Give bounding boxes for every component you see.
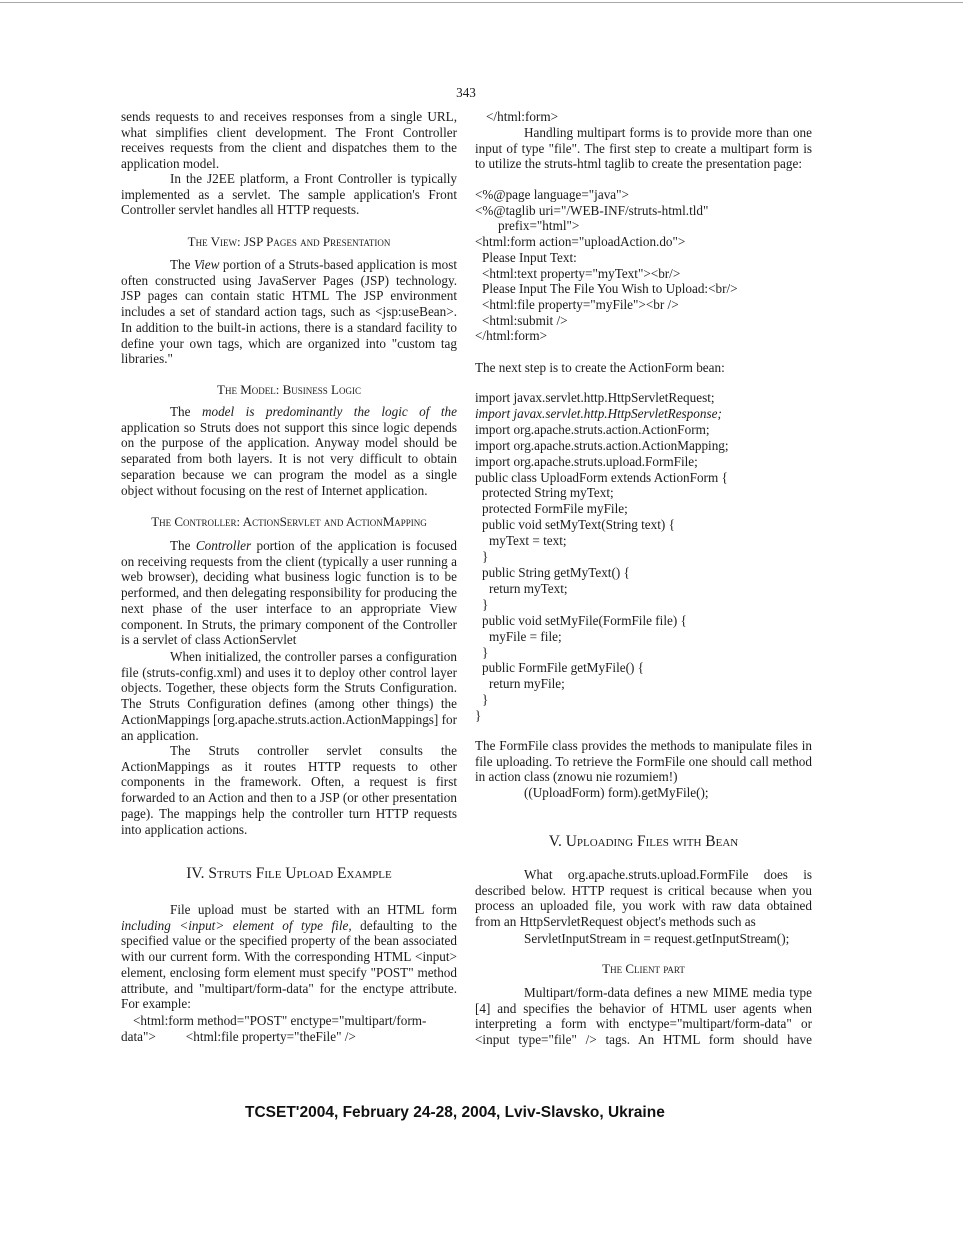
code-line: Please Input The File You Wish to Upload:<br/>: [482, 281, 738, 297]
code-line: return myText;: [489, 580, 568, 596]
paragraph-model-emphasis: model is predominantly the logic of the: [201, 404, 457, 419]
code-block-jsp-page: [475, 187, 812, 344]
paragraph-next-step: The next step is to create the ActionForm bean:: [475, 360, 725, 375]
code-line: <html:form method="POST" enctype="multipart/form-: [133, 1013, 427, 1028]
code-line: public FormFile getMyFile() {: [482, 660, 645, 676]
paragraph-view-text: portion of a Struts-based application is most often constructed using JavaServer Pages (JSP) technology. JSP pages can contain static HTML The JSP environment includes a set of standard action tags, such as <jsp:useBean>. In addition to the built-in actions, there is a standard facility to define your own tags, which are organized into "custom tag libraries.": [121, 257, 457, 367]
code-block-actionform-bean: [475, 390, 812, 724]
code-line: import org.apache.struts.upload.FormFile;: [475, 453, 698, 469]
paragraph-controller-text: portion of the application is focused on receiving requests from the client (typically a user running a web browser), deciding what business logic function is to be performed, and then delegating responsibility for producing the next phase of the user interface to an appropriate View component. In Struts, the primary component of the Controller is a servlet of class ActionServlet: [121, 538, 457, 648]
paragraph-j2ee: In the J2EE platform, a Front Controller is typically implemented as a servlet. The sample application's Front Controller servlet handles all HTTP requests.: [121, 171, 457, 218]
code-line: }: [482, 596, 489, 612]
code-line: <%@taglib uri="/WEB-INF/struts-html.tld": [475, 202, 709, 218]
code-line: public void setMyText(String text) {: [482, 517, 675, 533]
paragraph-formfile: The FormFile class provides the methods to manipulate files in file uploading. To retrieve the FormFile one should call method in action class (znowu nie rozumiem!): [475, 738, 812, 785]
paragraph-controller-emphasis: Controller: [195, 538, 252, 553]
code-line: return myFile;: [489, 676, 565, 692]
code-line: public class UploadForm extends ActionForm {: [475, 469, 728, 485]
code-block-form-example: [121, 1013, 457, 1044]
code-line: public void setMyFile(FormFile file) {: [482, 612, 687, 628]
paragraph-view: [121, 257, 457, 367]
paragraph-controller-text: The: [170, 538, 196, 553]
code-block-form-close: [475, 109, 812, 125]
paragraph-file-upload-emphasis: including <input> element of type file,: [121, 917, 352, 933]
code-line: protected String myText;: [482, 485, 614, 501]
subheading-model: The Model: Business Logic: [217, 382, 361, 397]
paragraph-multipart-form-data: Multipart/form-data defines a new MIME media type [4] and specifies the behavior of HTML user agents when interpreting a form with enctype="multipart/form-data" or <input type="file" /> tags. An HTML form should have: [475, 985, 812, 1048]
code-line: <html:submit />: [482, 312, 568, 328]
paragraph-file-upload: [121, 902, 457, 1012]
paragraph-formfile-description: What org.apache.struts.upload.FormFile does is described below. HTTP request is critical because when you process an uploaded file, you work with raw data obtained from an HttpServletRequest object's methods such as: [475, 867, 812, 930]
code-line: }: [482, 692, 489, 708]
code-line: }: [482, 549, 489, 565]
section-heading-v: V. Uploading Files with Bean: [548, 833, 739, 850]
code-line: public String getMyText() {: [482, 564, 630, 580]
code-line: <html:form action="uploadAction.do">: [475, 234, 686, 250]
page-number: 343: [456, 85, 476, 100]
code-line: <%@page language="java">: [475, 187, 629, 202]
code-line: </html:form>: [475, 328, 548, 344]
code-line: ServletInputStream in = request.getInputStream();: [524, 931, 790, 946]
code-line: [121, 1029, 457, 1045]
code-line: import org.apache.struts.action.ActionForm;: [475, 421, 710, 437]
code-line: myText = text;: [489, 533, 567, 549]
subheading-view: The View: JSP Pages and Presentation: [187, 234, 391, 249]
subheading-client-part: The Client part: [602, 961, 685, 976]
paragraph-model: [121, 404, 457, 498]
code-line: myFile = file;: [489, 628, 562, 644]
code-line: import javax.servlet.http.HttpServletRequest;: [475, 390, 715, 405]
paragraph-model-text: The: [170, 404, 202, 419]
code-block-input-stream: [475, 931, 812, 947]
paragraph-multipart-handling: Handling multipart forms is to provide more than one input of type "file". The first step to create a multipart form is to utilize the struts-html taglib to create the presentation page:: [475, 125, 812, 172]
paragraph-model-text: application so Struts does not support this since logic depends on the purpose of the application. Anyway model should be separated from both layers. It is not very difficult to obtain separation because we can program the model as a single object without focusing on the rest of Internet application.: [121, 419, 457, 498]
code-block-getfile: [475, 785, 812, 801]
code-fragment: <html:file property="theFile" />: [185, 1028, 356, 1044]
code-line: <html:text property="myText"><br/>: [482, 265, 681, 281]
paragraph-view-text: The: [170, 257, 194, 272]
code-line: }: [482, 644, 489, 660]
paragraph-controller-init: When initialized, the controller parses a configuration file (struts-config.xml) and uses it to deploy other control layer objects. Together, these objects form the Struts Configuration. The Struts Configuration defines (among other things) the ActionMappings [org.apache.struts.action.ActionMappings] for an application.: [121, 649, 457, 743]
code-line: import javax.servlet.http.HttpServletResponse;: [475, 405, 722, 421]
conference-footer: TCSET'2004, February 24-28, 2004, Lviv-Slavsko, Ukraine: [245, 1104, 665, 1121]
code-line: </html:form>: [486, 109, 559, 124]
code-line: <html:file property="myFile"><br />: [482, 296, 679, 312]
code-line: ((UploadForm) form).getMyFile();: [524, 785, 709, 800]
paragraph-controller: [121, 538, 457, 648]
scan-top-edge-line: [0, 2, 963, 3]
paragraph-file-upload-text: File upload must be started with an HTML form: [170, 902, 457, 917]
subheading-controller: The Controller: ActionServlet and ActionMapping: [151, 514, 427, 529]
code-line: Please Input Text:: [482, 249, 577, 265]
code-fragment: data">: [121, 1028, 156, 1044]
code-line: import org.apache.struts.action.ActionMapping;: [475, 437, 729, 453]
paragraph-file-upload-text: defaulting to the specified value or the specified property of the bean associated with our current form. With the corresponding HTML <input> element, enclosing form element must specify "POST" method attribute, and "multipart/form-data" for the enctype attribute. For example:: [121, 917, 457, 1012]
code-line: prefix="html">: [498, 218, 580, 234]
section-heading-iv: IV. Struts File Upload Example: [186, 865, 392, 882]
code-line: }: [475, 708, 482, 724]
paragraph-front-controller-continued: sends requests to and receives responses from a single URL, what simplifies client development. The Front Controller receives requests from the client and dispatches them to the application model.: [121, 109, 457, 172]
code-line: protected FormFile myFile;: [482, 501, 628, 517]
paragraph-controller-consults: The Struts controller servlet consults the ActionMappings as it routes HTTP requests to other components in the framework. Often, a request is first forwarded to an Action and then to a JSP (or other presentation page). The mappings help the controller turn HTTP requests into application actions.: [121, 743, 457, 837]
paragraph-view-emphasis: View: [194, 257, 220, 272]
